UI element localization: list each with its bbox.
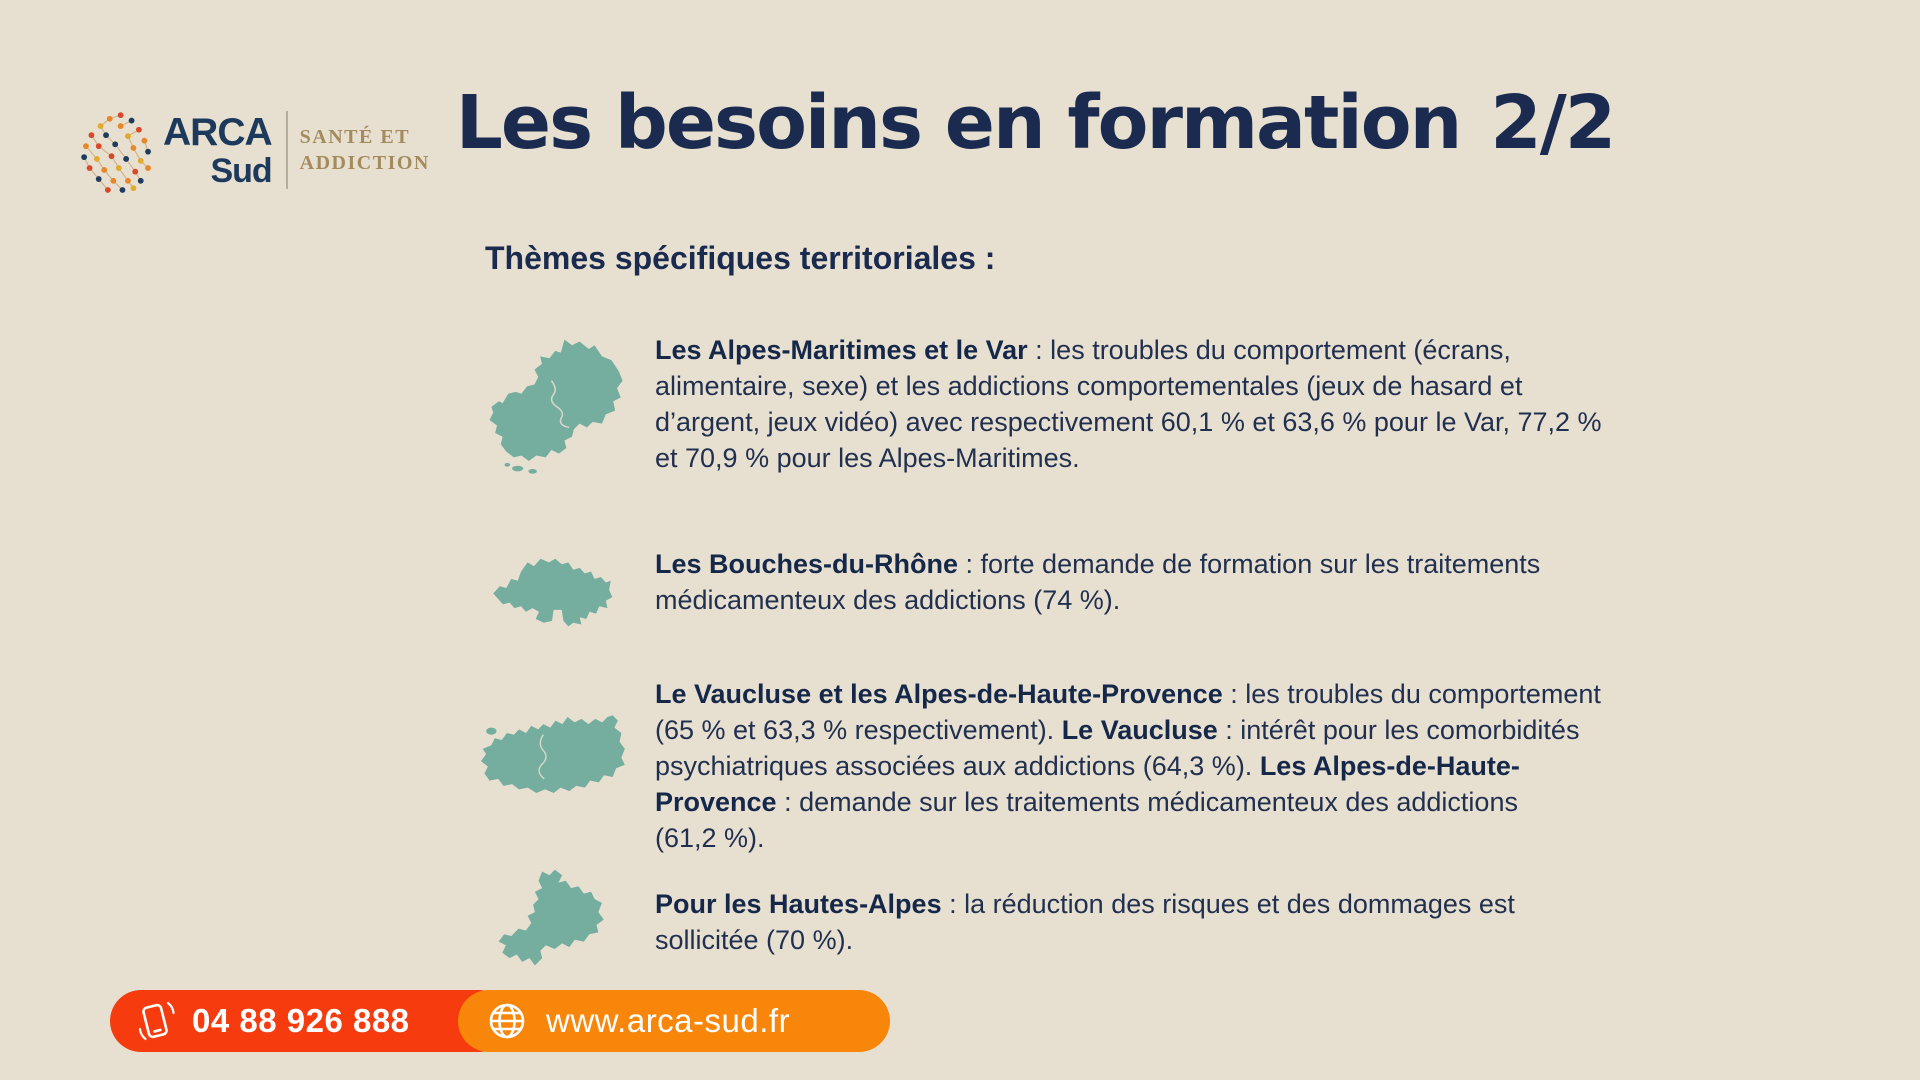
- page-title-text: Les besoins en formation: [455, 80, 1461, 166]
- smartphone-icon: [132, 997, 178, 1045]
- brand-arca: ARCA: [163, 110, 272, 154]
- network-dots-icon: [75, 106, 159, 194]
- map-hautes-alpes-icon: [486, 866, 611, 972]
- logo-divider: [286, 111, 288, 189]
- globe-icon: [484, 998, 530, 1044]
- page-indicator: 2/2: [1490, 80, 1615, 166]
- map-alpes-maritimes-var-icon: [482, 334, 632, 476]
- section-alpes-maritimes-var-text: Les Alpes-Maritimes et le Var : les troubles du comportement (écrans, alimentaire, sexe) et les addictions comportementales (jeux de hasard et d’argent, jeux vidéo) avec respectivement 60,1 % et 63,6 % pour le Var, 77,2 % et 70,9 % pour les Alpes-Maritimes.: [655, 335, 1602, 473]
- phone-number: 04 88 926 888: [192, 1002, 410, 1039]
- footer-phone-pill[interactable]: [110, 990, 510, 1052]
- page-title: [400, 80, 1670, 166]
- subtitle: Thèmes spécifiques territoriales :: [485, 240, 996, 276]
- brand-name: [163, 110, 272, 190]
- tagline-line2: ADDICTION: [299, 152, 430, 174]
- website-url: www.arca-sud.fr: [546, 1002, 791, 1039]
- section-hautes-alpes-text: Pour les Hautes-Alpes : la réduction des risques et des dommages est sollicitée (70 %).: [655, 889, 1515, 955]
- section-vaucluse-ahp-text: Le Vaucluse et les Alpes-de-Haute-Provence : les troubles du comportement (65 % et 63,3 % respectivement). Le Vaucluse : intérêt pour les comorbidités psychiatriques associées aux addictions (64,3 %). Les Alpes-de-Haute-Provence : demande sur les traitements médicamenteux des addictions (61,2 %).: [655, 679, 1601, 853]
- section-bouches-du-rhone-text: Les Bouches-du-Rhône : forte demande de formation sur les traitements médicamenteux des addictions (74 %).: [655, 549, 1541, 615]
- footer-website-pill[interactable]: [458, 990, 890, 1052]
- map-bouches-du-rhone-icon: [490, 546, 614, 630]
- arca-sud-logo: [75, 106, 430, 194]
- brand-sud: Sud: [210, 151, 272, 190]
- map-vaucluse-alpes-de-haute-provence-icon: [474, 710, 630, 800]
- tagline-line1: SANTÉ ET: [299, 126, 411, 148]
